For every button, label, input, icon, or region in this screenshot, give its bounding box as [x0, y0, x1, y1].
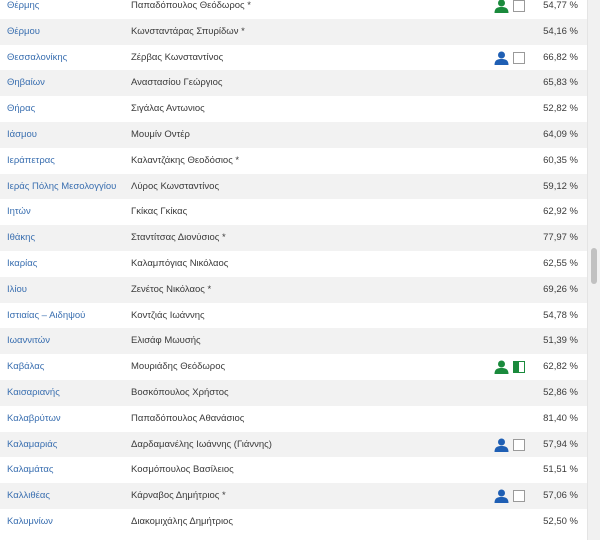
table-row	[0, 380, 587, 406]
vote-percentage: 77,97 %	[543, 232, 578, 244]
mayor-name: Ελισάφ Μωυσής	[131, 335, 201, 347]
mayor-name: Γκίκας Γκίκας	[131, 206, 188, 218]
table-row	[0, 483, 587, 509]
vote-percentage: 52,82 %	[543, 103, 578, 115]
table-row	[0, 432, 587, 458]
table-row	[0, 199, 587, 225]
person-icon	[494, 0, 509, 13]
vote-percentage: 57,06 %	[543, 490, 578, 502]
vote-percentage: 51,51 %	[543, 464, 578, 476]
municipality-link[interactable]: Καβάλας	[7, 361, 45, 373]
mayor-name: Βοσκόπουλος Χρήστος	[131, 386, 229, 398]
municipality-link[interactable]: Ιεράπετρας	[7, 154, 55, 166]
vote-percentage: 60,35 %	[543, 154, 578, 166]
table-row	[0, 406, 587, 432]
party-badges	[494, 359, 525, 375]
vote-percentage: 81,40 %	[543, 412, 578, 424]
mayor-name: Λύρος Κωνσταντίνος	[131, 180, 220, 192]
vote-percentage: 62,92 %	[543, 206, 578, 218]
person-icon	[494, 438, 509, 452]
municipality-link[interactable]: Καλυμνίων	[7, 515, 53, 527]
mayor-name: Καλαμπόγιας Νικόλαος	[131, 257, 229, 269]
vote-percentage: 62,82 %	[543, 361, 578, 373]
table-row	[0, 174, 587, 200]
mayor-name: Αναστασίου Γεώργιος	[131, 77, 223, 89]
mayor-name: Καλαντζάκης Θεοδόσιος *	[131, 154, 240, 166]
mayor-name: Δαρδαμανέλης Ιωάννης (Γιάννης)	[131, 438, 272, 450]
municipality-link[interactable]: Ιθάκης	[7, 232, 36, 244]
mayor-name: Κοσμόπουλος Βασίλειος	[131, 464, 234, 476]
flag-icon	[513, 361, 525, 373]
vote-percentage: 52,50 %	[543, 515, 578, 527]
table-row	[0, 303, 587, 329]
vote-percentage: 51,39 %	[543, 335, 578, 347]
table-row	[0, 225, 587, 251]
municipality-link[interactable]: Ιστιαίας – Αιδηψού	[7, 309, 86, 321]
vote-percentage: 64,09 %	[543, 128, 578, 140]
mayor-name: Διακομιχάλης Δημήτριος	[131, 515, 233, 527]
mayor-name: Παπαδόπουλος Αθανάσιος	[131, 412, 245, 424]
vote-percentage: 54,77 %	[543, 0, 578, 11]
mayor-name: Ζέρβας Κωνσταντίνος	[131, 51, 224, 63]
table-row	[0, 277, 587, 303]
table-row	[0, 251, 587, 277]
vote-percentage: 54,16 %	[543, 25, 578, 37]
table-row	[0, 457, 587, 483]
mayor-name: Σιγάλας Αντωνιος	[131, 103, 205, 115]
party-badges	[494, 437, 525, 453]
vertical-scrollbar[interactable]	[587, 0, 600, 540]
municipality-link[interactable]: Καλαμάτας	[7, 464, 54, 476]
municipality-link[interactable]: Θέρμου	[7, 25, 40, 37]
municipality-link[interactable]: Θεσσαλονίκης	[7, 51, 68, 63]
vote-percentage: 52,86 %	[543, 386, 578, 398]
vote-percentage: 66,82 %	[543, 51, 578, 63]
table-row	[0, 45, 587, 71]
table-row	[0, 122, 587, 148]
party-badges	[494, 0, 525, 14]
mayor-name: Κάρναβος Δημήτριος *	[131, 490, 226, 502]
person-icon	[494, 51, 509, 65]
municipality-link[interactable]: Ικαρίας	[7, 257, 38, 269]
municipality-link[interactable]: Ιωαννιτών	[7, 335, 50, 347]
mayor-name: Παπαδόπουλος Θεόδωρος *	[131, 0, 251, 11]
municipality-link[interactable]: Καλαμαριάς	[7, 438, 58, 450]
table-row	[0, 19, 587, 45]
scrollbar-thumb[interactable]	[591, 248, 597, 284]
mayor-name: Κωνσταντάρας Σπυρίδων *	[131, 25, 245, 37]
table-row	[0, 354, 587, 380]
vote-percentage: 65,83 %	[543, 77, 578, 89]
mayor-name: Μουριάδης Θεόδωρος	[131, 361, 226, 373]
mayor-name: Σταντίτσας Διονύσιος *	[131, 232, 226, 244]
flag-icon	[513, 439, 525, 451]
vote-percentage: 62,55 %	[543, 257, 578, 269]
table-row	[0, 70, 587, 96]
municipality-link[interactable]: Θήρας	[7, 103, 36, 115]
table-row	[0, 0, 587, 19]
vote-percentage: 69,26 %	[543, 283, 578, 295]
mayor-name: Ζενέτος Νικόλαος *	[131, 283, 212, 295]
table-row	[0, 328, 587, 354]
vote-percentage: 54,78 %	[543, 309, 578, 321]
table-row	[0, 96, 587, 122]
vote-percentage: 59,12 %	[543, 180, 578, 192]
municipality-link[interactable]: Ιάσμου	[7, 128, 37, 140]
municipality-link[interactable]: Θέρμης	[7, 0, 40, 11]
mayor-name: Κοντζιάς Ιωάννης	[131, 309, 205, 321]
table-row	[0, 509, 587, 535]
vote-percentage: 57,94 %	[543, 438, 578, 450]
municipality-link[interactable]: Καλαβρύτων	[7, 412, 61, 424]
municipality-link[interactable]: Ιεράς Πόλης Μεσολογγίου	[7, 180, 117, 192]
party-badges	[494, 488, 525, 504]
municipality-link[interactable]: Καλλιθέας	[7, 490, 50, 502]
municipality-link[interactable]: Ιλίου	[7, 283, 27, 295]
municipality-link[interactable]: Θηβαίων	[7, 77, 45, 89]
flag-icon	[513, 52, 525, 64]
municipality-link[interactable]: Καισαριανής	[7, 386, 60, 398]
party-badges	[494, 50, 525, 66]
person-icon	[494, 360, 509, 374]
table-row	[0, 148, 587, 174]
flag-icon	[513, 490, 525, 502]
mayor-name: Μουμίν Οντέρ	[131, 128, 190, 140]
flag-icon	[513, 0, 525, 12]
person-icon	[494, 489, 509, 503]
municipality-link[interactable]: Ιητών	[7, 206, 31, 218]
